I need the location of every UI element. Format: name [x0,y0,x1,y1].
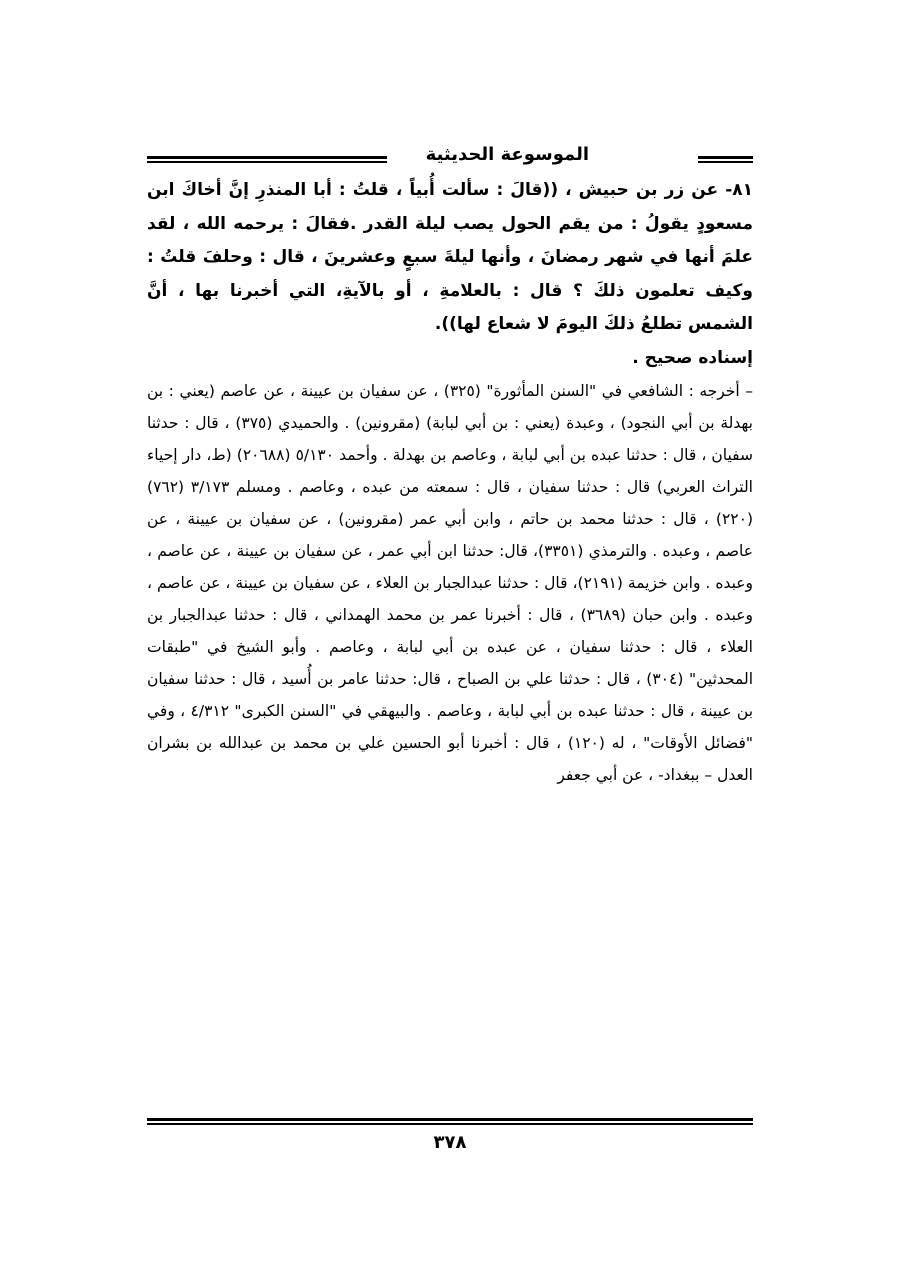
takhrij-paragraph: – أخرجه : الشافعي في "السنن المأثورة" (٣٢٥) ، عن سفيان بن عيينة ، عن عاصم (يعني : بن بهدلة بن أبي النجود) ، وعبدة (يعني : بن أبي لبابة) (مقرونين) . والحميدي (٣٧٥) ، قال : حدثنا سفيان ، قال : حدثنا عبده بن أبي لبابة ، وعاصم بن بهدلة . وأحمد ٥/١٣٠ (٢٠٦٨٨) (ط، دار إحياء التراث العربي) قال : حدثنا سفيان ، قال : سمعته من عبده ، وعاصم . ومسلم ٣/١٧٣ (٧٦٢) (٢٢٠) ، قال : حدثنا محمد بن حاتم ، وابن أبي عمر (مقرونين) ، عن سفيان بن عيينة ، عن عاصم ، وعبده . والترمذي (٣٣٥١)، قال: حدثنا ابن أبي عمر ، عن سفيان بن عيينة ، عن عاصم ، وعبده . وابن خزيمة (٢١٩١)، قال : حدثنا عبدالجبار بن العلاء ، عن سفيان بن عيينة ، عن عاصم ، وعبده . وابن حبان (٣٦٨٩) ، قال : أخبرنا عمر بن محمد الهمداني ، قال : حدثنا عبدالجبار بن العلاء ، قال : حدثنا سفيان ، عن عبده بن أبي لبابة ، وعاصم . وأبو الشيخ في "طبقات المحدثين" (٣٠٤) ، قال : حدثنا علي بن الصباح ، قال: حدثنا عامر بن أُسيد ، قال : حدثنا سفيان بن عيينة ، قال : حدثنا عبده بن أبي لبابة ، وعاصم . والبيهقي في "السنن الكبرى" ٤/٣١٢ ، وفي "فضائل الأوقات" ، له (١٢٠) ، قال : أخبرنا أبو الحسين علي بن محمد بن عبدالله بن بشران العدل – ببغداد- ، عن أبي جعفر [147,381,754,784]
hadith-paragraph [147,174,753,342]
hadith-grade: إسناده صحيح . [632,347,753,368]
page-number: ٣٧٨ [433,1132,467,1153]
header-rule-left [147,156,387,163]
header-rule-right [698,156,753,163]
running-header [147,142,753,172]
hadith-number: ٨١- [725,180,754,200]
footer-rule [147,1118,753,1125]
header-title: الموسوعة الحديثية [425,144,589,165]
hadith-text: عن زر بن حبيش ، ((قالَ : سألت أُبياً ، قلتُ : أبا المنذرِ إنَّ أخاكَ ابن مسعودٍ يقولُ : من يقم الحول يصب ليلة القدر .فقالَ : يرحمه الله ، لقد علمَ أنها في شهر رمضانَ ، وأنها ليلةَ سبعٍ وعشرينَ ، قال : وحلفَ قلتُ : وكيف تعلمون ذلكَ ؟ قال : بالعلامةِ ، أو بالآيةِ، التي أخبرنا بها ، أنَّ الشمس تطلعُ ذلكَ اليومَ لا شعاع لها)). [147,180,753,334]
body-text [147,174,753,791]
document-page [147,130,753,1170]
